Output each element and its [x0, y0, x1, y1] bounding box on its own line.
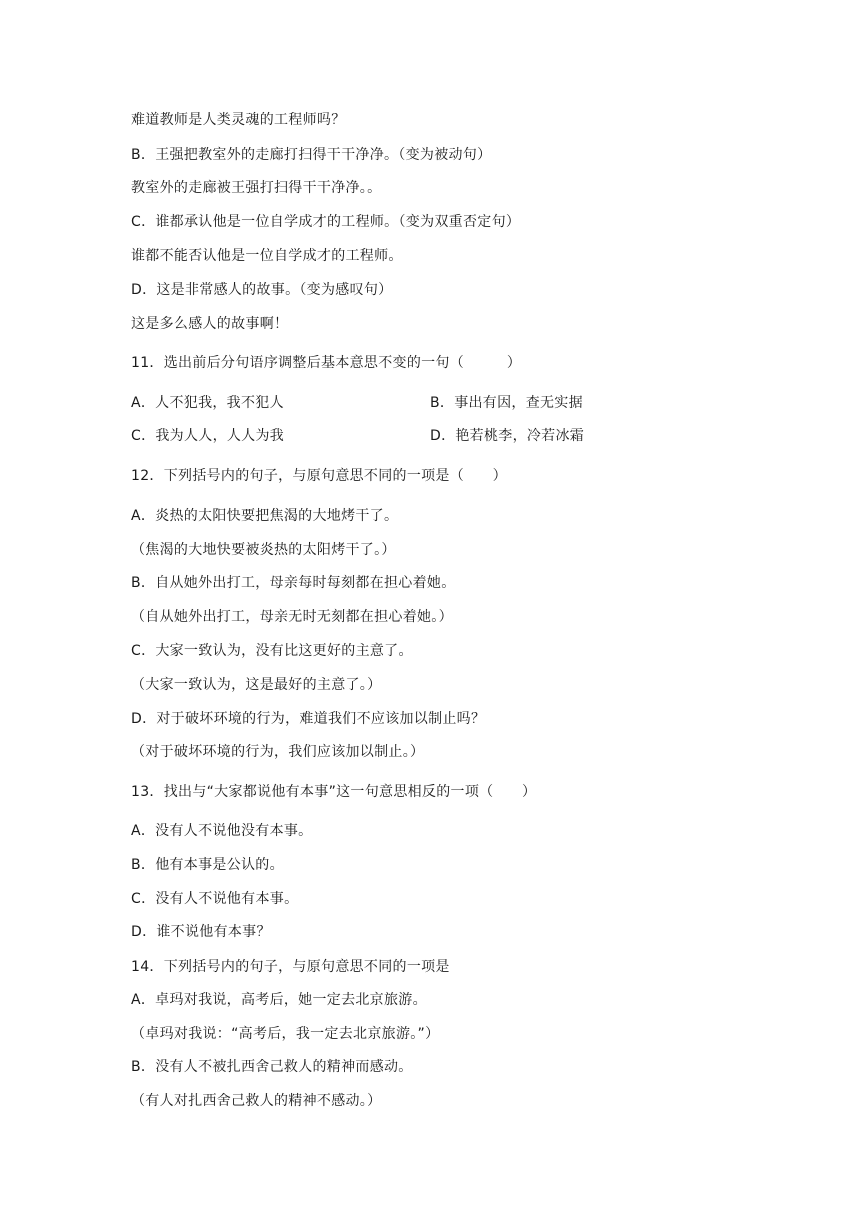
text-line: C．没有人不说他有本事。	[131, 891, 299, 907]
text-line: B．王强把教室外的走廊打扫得干干净净。（变为被动句）	[131, 147, 492, 163]
question-11: 11．选出前后分句语序调整后基本意思不变的一句（ ）	[131, 355, 522, 371]
text-line: （有人对扎西舍己救人的精神不感动。）	[131, 1093, 382, 1109]
text-line: A．卓玛对我说，高考后，她一定去北京旅游。	[131, 992, 427, 1008]
question-14: 14．下列括号内的句子，与原句意思不同的一项是	[131, 959, 450, 975]
text-line: （大家一致认为，这是最好的主意了。）	[131, 677, 382, 693]
text-line: （自从她外出打工，母亲无时无刻都在担心着她。）	[131, 609, 453, 625]
text-line: D．对于破坏环境的行为，难道我们不应该加以制止吗？	[131, 711, 486, 727]
text-line: D．谁不说他有本事？	[131, 924, 271, 940]
text-line: B．没有人不被扎西舍己救人的精神而感动。	[131, 1059, 413, 1075]
text-line: D．这是非常感人的故事。（变为感叹句）	[131, 282, 393, 298]
text-line: 谁都不能否认他是一位自学成才的工程师。	[131, 248, 403, 264]
q11-option-c: C．我为人人，人人为我	[131, 428, 285, 444]
text-line: C．谁都承认他是一位自学成才的工程师。（变为双重否定句）	[131, 214, 521, 230]
text-line: （对于破坏环境的行为，我们应该加以制止。）	[131, 744, 425, 760]
question-12: 12．下列括号内的句子，与原句意思不同的一项是（ ）	[131, 468, 507, 484]
text-line: A．炎热的太阳快要把焦渴的大地烤干了。	[131, 508, 399, 524]
text-line: A．没有人不说他没有本事。	[131, 823, 313, 839]
q11-option-d: D．艳若桃李，冷若冰霜	[430, 428, 585, 444]
text-line: B．他有本事是公认的。	[131, 857, 284, 873]
question-13: 13．找出与“大家都说他有本事”这一句意思相反的一项（ ）	[131, 784, 537, 800]
text-line: 这是多么感人的故事啊！	[131, 316, 289, 332]
text-line: C．大家一致认为，没有比这更好的主意了。	[131, 643, 413, 659]
q11-option-b: B．事出有因，查无实据	[430, 395, 583, 411]
q11-option-a: A．人不犯我，我不犯人	[131, 395, 284, 411]
text-line: 教室外的走廊被王强打扫得干干净净。。	[131, 180, 382, 196]
text-line: （卓玛对我说：“高考后，我一定去北京旅游。”）	[131, 1026, 440, 1042]
text-line: 难道教师是人类灵魂的工程师吗？	[131, 112, 346, 128]
text-line: B．自从她外出打工，母亲每时每刻都在担心着她。	[131, 575, 456, 591]
text-line: （焦渴的大地快要被炎热的太阳烤干了。）	[131, 542, 396, 558]
